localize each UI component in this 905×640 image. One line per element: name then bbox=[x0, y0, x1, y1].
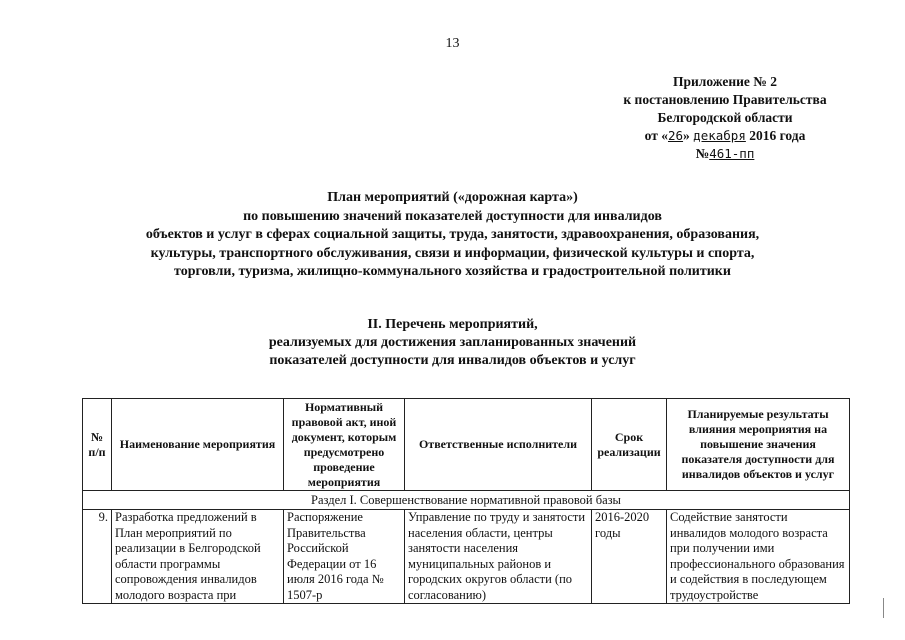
measures-table bbox=[82, 398, 850, 604]
header-num: № п/п bbox=[83, 399, 112, 491]
plan-title-line: культуры, транспортного обслуживания, связи и информации, физической культуры и спорта, bbox=[150, 245, 755, 261]
plan-title bbox=[0, 189, 905, 282]
date-month: декабря bbox=[693, 128, 746, 143]
header-name: Наименование мероприятия bbox=[112, 399, 284, 491]
appendix-header bbox=[560, 73, 890, 163]
header-executors: Ответственные исполнители bbox=[405, 399, 592, 491]
plan-title-line: по повышению значений показателей доступности для инвалидов bbox=[243, 208, 662, 224]
appendix-number bbox=[560, 145, 890, 163]
plan-title-line: объектов и услуг в сферах социальной защиты, труда, занятости, здравоохранения, образования, bbox=[145, 227, 760, 243]
cell-num: 9. bbox=[83, 510, 112, 604]
cell-results: Содействие занятости инвалидов молодого возраста при получении ими профессионального образования и содействия в последующем трудоустройстве bbox=[667, 510, 850, 604]
header-term: Срок реализации bbox=[592, 399, 667, 491]
date-prefix: от « bbox=[644, 128, 668, 143]
number-value: 461-пп bbox=[709, 146, 755, 161]
cell-term: 2016-2020 годы bbox=[592, 510, 667, 604]
table-row bbox=[83, 510, 850, 604]
cell-executors: Управление по труду и занятости населения области, центры занятости населения муниципальных районов и городских округов области (по согласованию) bbox=[405, 510, 592, 604]
plan-title-line: торговли, туризма, жилищно-коммунального хозяйства и градостроительной политики bbox=[174, 264, 731, 280]
date-year: 2016 года bbox=[749, 128, 806, 143]
plan-title-line: План мероприятий («дорожная карта») bbox=[327, 190, 578, 205]
appendix-line-region: Белгородской области bbox=[657, 110, 793, 125]
header-act: Нормативный правовой акт, иной документ, которым предусмотрено проведение мероприятия bbox=[284, 399, 405, 491]
date-day: 26 bbox=[667, 128, 684, 143]
page-number: 13 bbox=[445, 36, 460, 51]
section-row-label: Раздел I. Совершенствование нормативной правовой базы bbox=[83, 491, 850, 510]
table-header-row bbox=[83, 399, 850, 491]
appendix-line-resolution: к постановлению Правительства bbox=[623, 92, 827, 107]
appendix-date bbox=[560, 127, 890, 145]
section-heading-line: реализуемых для достижения запланированных значений bbox=[268, 335, 637, 350]
section-heading bbox=[0, 316, 905, 370]
cell-act: Распоряжение Правительства Российской Федерации от 16 июля 2016 года № 1507-р bbox=[284, 510, 405, 604]
date-mid: » bbox=[683, 128, 690, 143]
margin-mark bbox=[883, 598, 884, 618]
number-prefix: № bbox=[695, 146, 710, 161]
header-results: Планируемые результаты влияния мероприятия на повышение значения показателя доступности для инвалидов объектов и услуг bbox=[667, 399, 850, 491]
section-heading-line: II. Перечень мероприятий, bbox=[367, 317, 538, 332]
section-heading-line: показателей доступности для инвалидов объектов и услуг bbox=[269, 353, 636, 368]
appendix-title: Приложение № 2 bbox=[673, 74, 777, 89]
cell-name: Разработка предложений в План мероприятий по реализации в Белгородской области программы сопровождения инвалидов молодого возраста при bbox=[112, 510, 284, 604]
table-section-row bbox=[83, 491, 850, 510]
